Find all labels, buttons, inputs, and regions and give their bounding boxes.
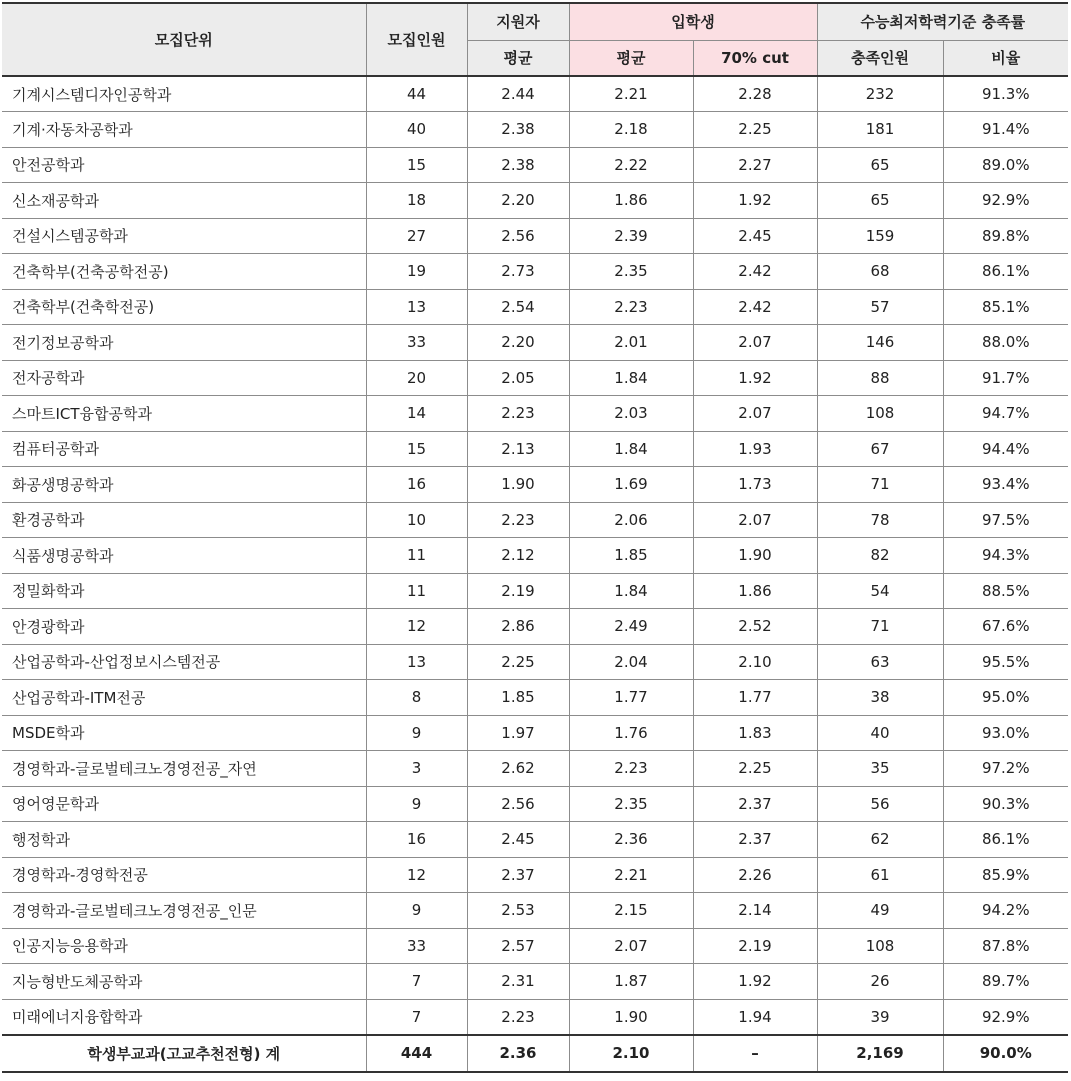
cell-cut70: 2.07: [693, 502, 817, 538]
cell-quota: 8: [366, 680, 467, 716]
table-row: [2, 289, 1068, 325]
cell-admitted-avg: 2.22: [569, 147, 693, 183]
cell-ratio: 93.0%: [943, 715, 1068, 751]
cell-cut70: 2.37: [693, 822, 817, 858]
cell-applicants-avg: 2.37: [467, 857, 569, 893]
cell-ratio: 92.9%: [943, 999, 1068, 1035]
table-row: [2, 254, 1068, 290]
cell-unit-name: 컴퓨터공학과: [2, 431, 366, 467]
cell-unit-name: 식품생명공학과: [2, 538, 366, 574]
cell-unit-name: 경영학과-글로벌테크노경영전공_인문: [2, 893, 366, 929]
cell-ratio: 94.3%: [943, 538, 1068, 574]
cell-quota: 12: [366, 609, 467, 645]
cell-admitted-avg: 2.36: [569, 822, 693, 858]
cell-ratio: 95.5%: [943, 644, 1068, 680]
cell-cut70: 1.92: [693, 360, 817, 396]
cell-met-count: 71: [817, 467, 943, 503]
header-admitted: 입학생: [569, 3, 817, 40]
cell-admitted-avg: 2.04: [569, 644, 693, 680]
cell-unit-name: 미래에너지융합학과: [2, 999, 366, 1035]
cell-applicants-avg: 1.97: [467, 715, 569, 751]
cell-ratio: 93.4%: [943, 467, 1068, 503]
cell-met-count: 39: [817, 999, 943, 1035]
cell-quota: 9: [366, 786, 467, 822]
cell-applicants-avg: 2.44: [467, 76, 569, 112]
cell-ratio: 89.0%: [943, 147, 1068, 183]
table-row: [2, 715, 1068, 751]
header-met-count: 충족인원: [817, 40, 943, 76]
cell-ratio: 97.5%: [943, 502, 1068, 538]
cell-cut70: 2.19: [693, 928, 817, 964]
cell-cut70: 2.45: [693, 218, 817, 254]
cell-unit-name: 영어영문학과: [2, 786, 366, 822]
cell-met-count: 67: [817, 431, 943, 467]
table-row: [2, 786, 1068, 822]
cell-cut70: 2.42: [693, 289, 817, 325]
cell-cut70: 2.25: [693, 112, 817, 148]
cell-met-count: 56: [817, 786, 943, 822]
cell-quota: 33: [366, 325, 467, 361]
table-row: [2, 76, 1068, 112]
cell-unit-name: 경영학과-글로벌테크노경영전공_자연: [2, 751, 366, 787]
cell-unit-name: 환경공학과: [2, 502, 366, 538]
cell-met-count: 63: [817, 644, 943, 680]
cell-quota: 9: [366, 715, 467, 751]
cell-applicants-avg: 2.54: [467, 289, 569, 325]
cell-cut70: 2.42: [693, 254, 817, 290]
cell-met-count: 49: [817, 893, 943, 929]
cell-met-count: 108: [817, 928, 943, 964]
total-applicants-avg: 2.36: [467, 1035, 569, 1072]
cell-ratio: 94.4%: [943, 431, 1068, 467]
table-row: [2, 325, 1068, 361]
admissions-table: [2, 2, 1068, 1073]
cell-cut70: 1.93: [693, 431, 817, 467]
total-admitted-avg: 2.10: [569, 1035, 693, 1072]
cell-admitted-avg: 1.87: [569, 964, 693, 1000]
cell-met-count: 68: [817, 254, 943, 290]
cell-admitted-avg: 2.35: [569, 254, 693, 290]
cell-quota: 14: [366, 396, 467, 432]
header-applicants-avg: 평균: [467, 40, 569, 76]
cell-applicants-avg: 2.23: [467, 999, 569, 1035]
cell-met-count: 38: [817, 680, 943, 716]
cell-ratio: 95.0%: [943, 680, 1068, 716]
cell-cut70: 2.10: [693, 644, 817, 680]
table-row: [2, 467, 1068, 503]
cell-unit-name: 행정학과: [2, 822, 366, 858]
cell-unit-name: 건축학부(건축공학전공): [2, 254, 366, 290]
cell-applicants-avg: 2.56: [467, 786, 569, 822]
cell-met-count: 232: [817, 76, 943, 112]
cell-cut70: 2.25: [693, 751, 817, 787]
cell-cut70: 1.90: [693, 538, 817, 574]
cell-applicants-avg: 1.85: [467, 680, 569, 716]
cell-applicants-avg: 2.38: [467, 147, 569, 183]
cell-ratio: 94.2%: [943, 893, 1068, 929]
cell-admitted-avg: 2.39: [569, 218, 693, 254]
table-row: [2, 928, 1068, 964]
total-ratio: 90.0%: [943, 1035, 1068, 1072]
cell-met-count: 78: [817, 502, 943, 538]
cell-unit-name: 안경광학과: [2, 609, 366, 645]
cell-unit-name: 경영학과-경영학전공: [2, 857, 366, 893]
cell-admitted-avg: 2.18: [569, 112, 693, 148]
cell-cut70: 1.92: [693, 964, 817, 1000]
cell-met-count: 65: [817, 147, 943, 183]
cell-cut70: 1.92: [693, 183, 817, 219]
cell-quota: 20: [366, 360, 467, 396]
cell-met-count: 88: [817, 360, 943, 396]
cell-unit-name: 기계·자동차공학과: [2, 112, 366, 148]
total-met-count: 2,169: [817, 1035, 943, 1072]
cell-quota: 16: [366, 822, 467, 858]
cell-applicants-avg: 2.05: [467, 360, 569, 396]
cell-admitted-avg: 1.85: [569, 538, 693, 574]
cell-applicants-avg: 2.23: [467, 502, 569, 538]
cell-admitted-avg: 1.76: [569, 715, 693, 751]
cell-met-count: 108: [817, 396, 943, 432]
table-row: [2, 147, 1068, 183]
cell-met-count: 54: [817, 573, 943, 609]
header-admitted-avg: 평균: [569, 40, 693, 76]
cell-quota: 3: [366, 751, 467, 787]
table-row: [2, 609, 1068, 645]
table-row: [2, 999, 1068, 1035]
cell-applicants-avg: 2.23: [467, 396, 569, 432]
cell-applicants-avg: 2.62: [467, 751, 569, 787]
cell-admitted-avg: 1.84: [569, 573, 693, 609]
cell-unit-name: 기계시스템디자인공학과: [2, 76, 366, 112]
cell-ratio: 97.2%: [943, 751, 1068, 787]
cell-quota: 13: [366, 289, 467, 325]
cell-applicants-avg: 2.45: [467, 822, 569, 858]
cell-admitted-avg: 2.23: [569, 289, 693, 325]
table-row: [2, 360, 1068, 396]
table-row: [2, 893, 1068, 929]
cell-quota: 18: [366, 183, 467, 219]
cell-cut70: 1.77: [693, 680, 817, 716]
cell-met-count: 71: [817, 609, 943, 645]
table-header: [2, 3, 1068, 76]
header-applicants: 지원자: [467, 3, 569, 40]
cell-ratio: 91.4%: [943, 112, 1068, 148]
table-body: [2, 76, 1068, 1035]
cell-ratio: 85.9%: [943, 857, 1068, 893]
cell-applicants-avg: 1.90: [467, 467, 569, 503]
cell-quota: 11: [366, 538, 467, 574]
table-row: [2, 183, 1068, 219]
cell-admitted-avg: 2.21: [569, 857, 693, 893]
cell-cut70: 2.14: [693, 893, 817, 929]
cell-unit-name: 산업공학과-ITM전공: [2, 680, 366, 716]
cell-applicants-avg: 2.20: [467, 183, 569, 219]
cell-quota: 11: [366, 573, 467, 609]
cell-admitted-avg: 1.86: [569, 183, 693, 219]
total-label: 학생부교과(고교추천전형) 계: [2, 1035, 366, 1072]
cell-admitted-avg: 2.15: [569, 893, 693, 929]
cell-met-count: 146: [817, 325, 943, 361]
cell-admitted-avg: 2.21: [569, 76, 693, 112]
cell-quota: 27: [366, 218, 467, 254]
cell-quota: 44: [366, 76, 467, 112]
cell-applicants-avg: 2.25: [467, 644, 569, 680]
cell-admitted-avg: 2.49: [569, 609, 693, 645]
cell-quota: 12: [366, 857, 467, 893]
cell-admitted-avg: 2.03: [569, 396, 693, 432]
cell-met-count: 26: [817, 964, 943, 1000]
cell-unit-name: 산업공학과-산업정보시스템전공: [2, 644, 366, 680]
cell-ratio: 86.1%: [943, 822, 1068, 858]
cell-quota: 16: [366, 467, 467, 503]
cell-ratio: 88.5%: [943, 573, 1068, 609]
cell-unit-name: 안전공학과: [2, 147, 366, 183]
cell-applicants-avg: 2.53: [467, 893, 569, 929]
cell-met-count: 159: [817, 218, 943, 254]
cell-unit-name: 정밀화학과: [2, 573, 366, 609]
total-cut70: –: [693, 1035, 817, 1072]
cell-cut70: 1.86: [693, 573, 817, 609]
cell-applicants-avg: 2.73: [467, 254, 569, 290]
cell-ratio: 88.0%: [943, 325, 1068, 361]
cell-applicants-avg: 2.31: [467, 964, 569, 1000]
cell-cut70: 2.07: [693, 396, 817, 432]
cell-met-count: 35: [817, 751, 943, 787]
cell-quota: 10: [366, 502, 467, 538]
table-row: [2, 964, 1068, 1000]
cell-quota: 9: [366, 893, 467, 929]
cell-met-count: 181: [817, 112, 943, 148]
table-row: [2, 822, 1068, 858]
cell-quota: 13: [366, 644, 467, 680]
cell-unit-name: 건설시스템공학과: [2, 218, 366, 254]
cell-cut70: 1.83: [693, 715, 817, 751]
header-ratio: 비율: [943, 40, 1068, 76]
header-unit: 모집단위: [2, 3, 366, 76]
table-row: [2, 751, 1068, 787]
cell-admitted-avg: 1.69: [569, 467, 693, 503]
cell-ratio: 91.7%: [943, 360, 1068, 396]
cell-applicants-avg: 2.56: [467, 218, 569, 254]
cell-applicants-avg: 2.86: [467, 609, 569, 645]
cell-cut70: 1.73: [693, 467, 817, 503]
table-row: [2, 644, 1068, 680]
cell-quota: 15: [366, 147, 467, 183]
cell-unit-name: 인공지능응용학과: [2, 928, 366, 964]
cell-admitted-avg: 1.90: [569, 999, 693, 1035]
cell-cut70: 1.94: [693, 999, 817, 1035]
cell-cut70: 2.07: [693, 325, 817, 361]
cell-unit-name: 전자공학과: [2, 360, 366, 396]
cell-quota: 15: [366, 431, 467, 467]
table-row: [2, 431, 1068, 467]
cell-unit-name: MSDE학과: [2, 715, 366, 751]
table-row: [2, 218, 1068, 254]
cell-unit-name: 스마트ICT융합공학과: [2, 396, 366, 432]
cell-ratio: 67.6%: [943, 609, 1068, 645]
cell-unit-name: 전기정보공학과: [2, 325, 366, 361]
cell-quota: 7: [366, 964, 467, 1000]
cell-ratio: 85.1%: [943, 289, 1068, 325]
cell-applicants-avg: 2.20: [467, 325, 569, 361]
cell-admitted-avg: 2.01: [569, 325, 693, 361]
cell-ratio: 92.9%: [943, 183, 1068, 219]
table-row: [2, 112, 1068, 148]
total-quota: 444: [366, 1035, 467, 1072]
cell-admitted-avg: 2.06: [569, 502, 693, 538]
cell-unit-name: 신소재공학과: [2, 183, 366, 219]
cell-applicants-avg: 2.19: [467, 573, 569, 609]
header-cut70: 70% cut: [693, 40, 817, 76]
cell-quota: 40: [366, 112, 467, 148]
cell-cut70: 2.26: [693, 857, 817, 893]
cell-admitted-avg: 1.84: [569, 431, 693, 467]
header-quota: 모집인원: [366, 3, 467, 76]
cell-ratio: 94.7%: [943, 396, 1068, 432]
cell-ratio: 89.8%: [943, 218, 1068, 254]
cell-met-count: 57: [817, 289, 943, 325]
cell-cut70: 2.27: [693, 147, 817, 183]
cell-admitted-avg: 1.77: [569, 680, 693, 716]
total-row: [2, 1035, 1068, 1072]
cell-admitted-avg: 2.23: [569, 751, 693, 787]
cell-quota: 33: [366, 928, 467, 964]
cell-unit-name: 건축학부(건축학전공): [2, 289, 366, 325]
cell-met-count: 65: [817, 183, 943, 219]
cell-cut70: 2.52: [693, 609, 817, 645]
table-row: [2, 573, 1068, 609]
cell-met-count: 62: [817, 822, 943, 858]
cell-unit-name: 화공생명공학과: [2, 467, 366, 503]
cell-met-count: 82: [817, 538, 943, 574]
cell-cut70: 2.28: [693, 76, 817, 112]
table-row: [2, 538, 1068, 574]
table-row: [2, 396, 1068, 432]
cell-admitted-avg: 2.07: [569, 928, 693, 964]
cell-applicants-avg: 2.57: [467, 928, 569, 964]
cell-ratio: 90.3%: [943, 786, 1068, 822]
cell-met-count: 40: [817, 715, 943, 751]
cell-ratio: 89.7%: [943, 964, 1068, 1000]
table-row: [2, 502, 1068, 538]
table-row: [2, 857, 1068, 893]
cell-quota: 19: [366, 254, 467, 290]
cell-admitted-avg: 1.84: [569, 360, 693, 396]
cell-unit-name: 지능형반도체공학과: [2, 964, 366, 1000]
cell-quota: 7: [366, 999, 467, 1035]
cell-ratio: 91.3%: [943, 76, 1068, 112]
cell-applicants-avg: 2.38: [467, 112, 569, 148]
cell-ratio: 86.1%: [943, 254, 1068, 290]
table-footer: [2, 1035, 1068, 1072]
cell-met-count: 61: [817, 857, 943, 893]
cell-applicants-avg: 2.12: [467, 538, 569, 574]
cell-ratio: 87.8%: [943, 928, 1068, 964]
cell-applicants-avg: 2.13: [467, 431, 569, 467]
cell-admitted-avg: 2.35: [569, 786, 693, 822]
table-row: [2, 680, 1068, 716]
cell-cut70: 2.37: [693, 786, 817, 822]
header-csat: 수능최저학력기준 충족률: [817, 3, 1068, 40]
